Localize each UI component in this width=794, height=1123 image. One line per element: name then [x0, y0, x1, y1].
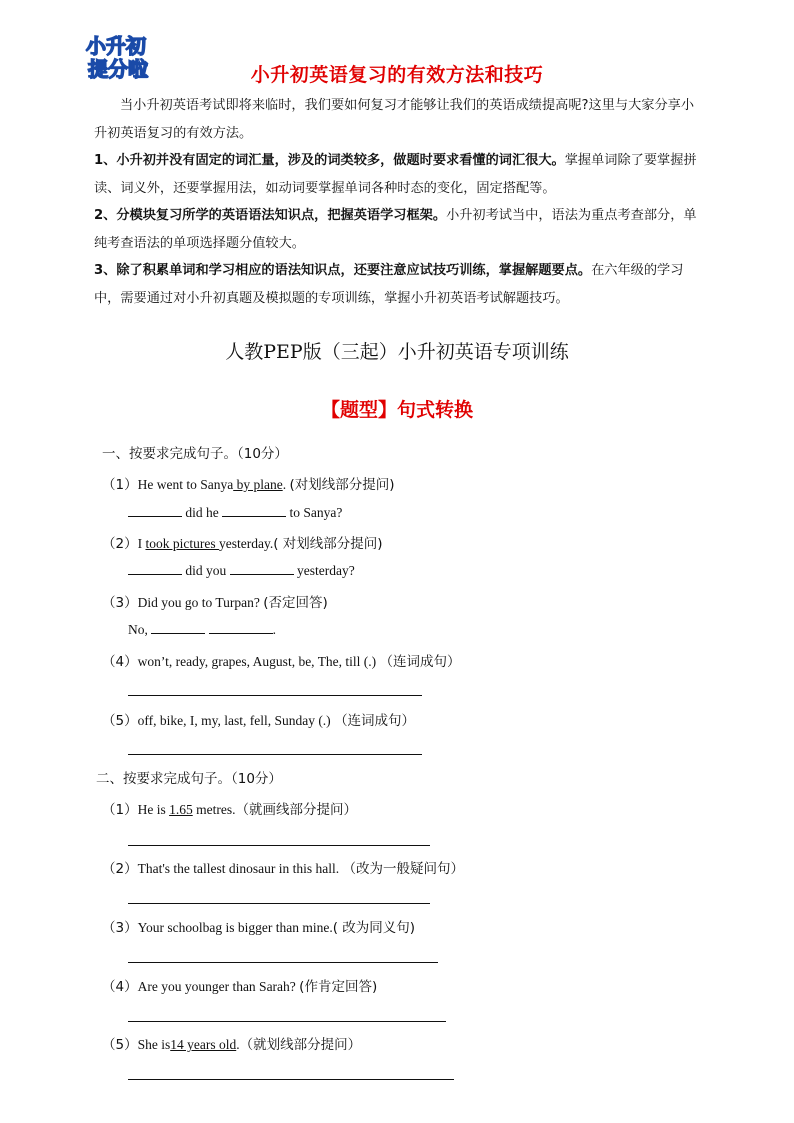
document-subtitle: 人教PEP版（三起）小升初英语专项训练: [225, 341, 569, 363]
s1-question-2: （2）I took pictures yesterday.( 对划线部分提问): [102, 536, 383, 552]
tip-1: [94, 147, 698, 202]
section-2-heading: 二、按要求完成句子。（10分）: [96, 771, 282, 787]
s1-question-4: （4）won’t, ready, grapes, August, be, The, till (.) （连词成句）: [102, 654, 461, 670]
underlined-phrase: by plane: [233, 477, 283, 492]
s1-answer-3: No, .: [128, 622, 276, 637]
intro-paragraph: 当小升初英语考试即将来临时，我们要如何复习才能够让我们的英语成绩提高呢?这里与大家分享小升初英语复习的有效方法。: [94, 98, 695, 141]
question-type-title: 【题型】句式转换: [320, 399, 473, 421]
tip-2: [94, 202, 698, 257]
tip-3-bold: 3、除了积累单词和学习相应的语法知识点，还要注意应试技巧训练，掌握解题要点。: [94, 263, 592, 278]
tip-3: [94, 257, 698, 312]
s2-question-4: （4）Are you younger than Sarah? (作肯定回答): [102, 979, 378, 995]
page-title: 小升初英语复习的有效方法和技巧: [250, 64, 544, 86]
s1-answer-1: did he to Sanya?: [128, 504, 342, 521]
answer-line[interactable]: [128, 1079, 454, 1080]
answer-blank[interactable]: [128, 562, 182, 575]
section-1-heading: 一、按要求完成句子。（10分）: [102, 446, 288, 462]
underlined-phrase: 14 years old: [170, 1037, 237, 1052]
tip-2-bold: 2、分模块复习所学的英语语法知识点，把握英语学习框架。: [94, 208, 447, 223]
answer-line[interactable]: [128, 903, 430, 904]
logo-text-top: 小升初: [86, 34, 146, 58]
logo-text-bottom: 提分啦: [88, 57, 148, 81]
answer-blank[interactable]: [222, 504, 286, 517]
answer-line[interactable]: [128, 845, 430, 846]
answer-blank[interactable]: [128, 504, 182, 517]
s2-question-5: （5）She is14 years old.（就划线部分提问）: [102, 1037, 362, 1053]
answer-blank[interactable]: [209, 621, 273, 634]
s2-question-1: （1）He is 1.65 metres.（就画线部分提问）: [102, 802, 357, 818]
tip-3-text: 在六年级的学习中，需要通过对小升初真题及模拟题的专项训练，掌握小升初英语考试解题技巧。: [94, 263, 684, 306]
s1-question-5: （5）off, bike, I, my, last, fell, Sunday (.) （连词成句）: [102, 713, 416, 729]
answer-line[interactable]: [128, 1021, 446, 1022]
answer-line[interactable]: [128, 754, 422, 755]
answer-blank[interactable]: [151, 621, 205, 634]
answer-blank[interactable]: [230, 562, 294, 575]
s2-question-3: （3）Your schoolbag is bigger than mine.( 改为同义句): [102, 920, 416, 936]
tip-1-bold: 1、小升初并没有固定的词汇量，涉及的词类较多，做题时要求看懂的词汇很大。: [94, 153, 565, 168]
s1-answer-2: did you yesterday?: [128, 562, 355, 579]
intro-section: [94, 92, 698, 312]
answer-line[interactable]: [128, 962, 438, 963]
tip-2-text: 小升初考试当中，语法为重点考查部分，单纯考查语法的单项选择题分值较大。: [94, 208, 697, 251]
s1-question-3: （3）Did you go to Turpan? (否定回答): [102, 595, 328, 611]
answer-line[interactable]: [128, 695, 422, 696]
s1-question-1: （1）He went to Sanya by plane. (对划线部分提问): [102, 477, 395, 493]
tip-1-text: 掌握单词除了要掌握拼读、词义外，还要掌握用法，如动词要掌握单词各种时态的变化，固定搭配等。: [94, 153, 697, 196]
s2-question-2: （2）That's the tallest dinosaur in this hall. （改为一般疑问句）: [102, 861, 464, 877]
underlined-phrase: took pictures: [145, 536, 219, 551]
underlined-phrase: 1.65: [169, 802, 193, 817]
